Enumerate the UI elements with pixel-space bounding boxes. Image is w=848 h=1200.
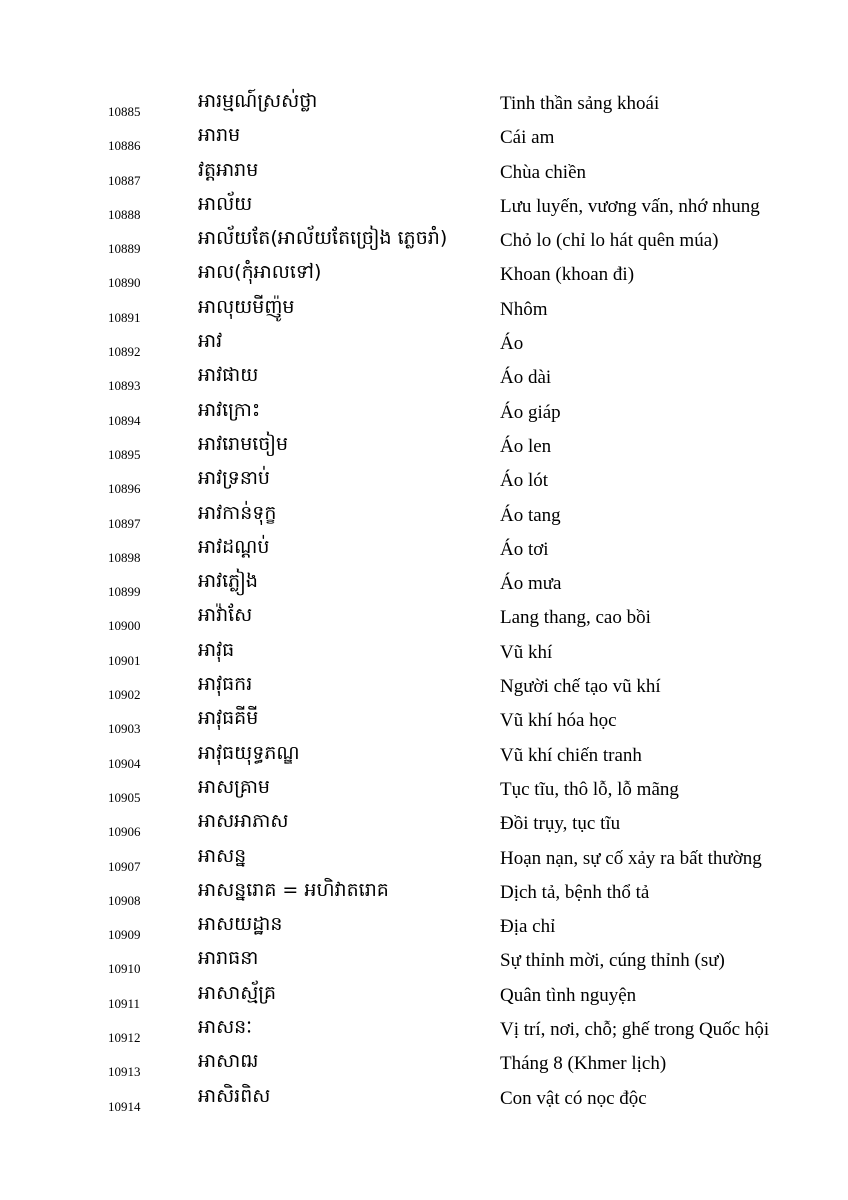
entry-row (0, 566, 848, 600)
entry-number: 10909 (108, 927, 141, 943)
dictionary-page (0, 86, 848, 1115)
khmer-term: អាវ (198, 330, 223, 353)
khmer-term: អាវរោមចៀម (198, 432, 289, 455)
entry-row (0, 909, 848, 943)
entry-number: 10904 (108, 755, 141, 771)
entry-row (0, 429, 848, 463)
entry-number: 10912 (108, 1030, 141, 1046)
entry-number: 10908 (108, 892, 141, 908)
vietnamese-translation: Dịch tả, bệnh thổ tả (500, 881, 650, 903)
vietnamese-translation: Đồi trụy, tục tĩu (500, 813, 621, 835)
khmer-term: អាសាស្ម័គ្រ (198, 981, 277, 1004)
entry-number: 10899 (108, 584, 141, 600)
entry-number: 10903 (108, 721, 141, 737)
khmer-term: អាវភ្លៀង (198, 570, 258, 593)
khmer-term: អាវដណ្តប់ (198, 535, 270, 558)
entry-row (0, 841, 848, 875)
entry-number: 10905 (108, 789, 141, 805)
vietnamese-translation: Cái am (500, 127, 555, 149)
khmer-term: អាវផាយ (198, 364, 259, 387)
entry-row (0, 703, 848, 737)
entry-row (0, 498, 848, 532)
entry-number: 10890 (108, 275, 141, 291)
entry-number: 10894 (108, 412, 141, 428)
entry-number: 10888 (108, 206, 141, 222)
entry-row (0, 738, 848, 772)
entry-number: 10900 (108, 618, 141, 634)
vietnamese-translation: Địa chỉ (500, 916, 556, 938)
khmer-term: អាល័យ (198, 192, 253, 215)
entry-number: 10896 (108, 481, 141, 497)
entry-row (0, 1081, 848, 1115)
vietnamese-translation: Áo giáp (500, 401, 561, 423)
vietnamese-translation: Vị trí, nơi, chỗ; ghế trong Quốc hội (500, 1019, 770, 1041)
entry-number: 10910 (108, 961, 141, 977)
vietnamese-translation: Áo lót (500, 470, 549, 492)
vietnamese-translation: Hoạn nạn, sự cố xảy ra bất thường (500, 847, 762, 869)
entry-number: 10898 (108, 549, 141, 565)
entry-number: 10891 (108, 309, 141, 325)
khmer-term: អាសិរពិស (198, 1084, 271, 1107)
entry-number: 10906 (108, 824, 141, 840)
vietnamese-translation: Lang thang, cao bồi (500, 607, 651, 629)
vietnamese-translation: Áo tang (500, 504, 561, 526)
khmer-term: អាវុធគីមី (198, 707, 259, 730)
entry-number: 10913 (108, 1064, 141, 1080)
entry-number: 10887 (108, 172, 141, 188)
vietnamese-translation: Nhôm (500, 298, 548, 320)
entry-number: 10911 (108, 995, 141, 1011)
entry-row (0, 669, 848, 703)
entry-row (0, 257, 848, 291)
khmer-term: អាវុធ (198, 638, 235, 661)
khmer-term: អាសនៈ (198, 1016, 253, 1039)
vietnamese-translation: Vũ khí hóa học (500, 710, 617, 732)
khmer-term: អាល(កុំអាលទៅ) (198, 261, 322, 284)
khmer-term: អាសន្នរោគ = អហិវាតរោគ (198, 878, 389, 901)
khmer-term: អាវកាន់ទុក្ខ (198, 501, 277, 524)
entry-number: 10886 (108, 138, 141, 154)
vietnamese-translation: Chùa chiền (500, 161, 587, 183)
vietnamese-translation: Con vật có nọc độc (500, 1087, 647, 1109)
vietnamese-translation: Áo tơi (500, 538, 549, 560)
khmer-term: អាវ៉ាសែ (198, 604, 253, 627)
entry-row (0, 86, 848, 120)
vietnamese-translation: Sự thỉnh mời, cúng thỉnh (sư) (500, 950, 725, 972)
vietnamese-translation: Chỏ lo (chỉ lo hát quên múa) (500, 230, 719, 252)
entry-number: 10914 (108, 1098, 141, 1114)
vietnamese-translation: Tục tĩu, thô lỗ, lỗ mãng (500, 778, 679, 800)
vietnamese-translation: Quân tình nguyện (500, 984, 637, 1006)
entry-row (0, 943, 848, 977)
khmer-term: អាល័យតែ(អាល័យតែច្រៀង ភ្លេចរាំ) (198, 227, 448, 250)
khmer-term: អារាម (198, 124, 241, 147)
vietnamese-translation: Tinh thần sảng khoái (500, 93, 660, 114)
entry-row (0, 772, 848, 806)
entry-row (0, 395, 848, 429)
khmer-term: អាសាឍ (198, 1050, 259, 1073)
entry-row (0, 223, 848, 257)
khmer-term: អាវុធយុទ្ធភណ្ឌ (198, 741, 300, 764)
khmer-term: អាវក្រោះ (198, 398, 261, 421)
entry-number: 10907 (108, 858, 141, 874)
entry-row (0, 1012, 848, 1046)
khmer-term: អាសន្ន (198, 844, 247, 867)
entry-number: 10892 (108, 344, 141, 360)
khmer-term: អាវទ្រនាប់ (198, 467, 270, 490)
khmer-term: អាសគ្រាម (198, 775, 270, 798)
entry-row (0, 120, 848, 154)
khmer-term: អារាធនា (198, 947, 259, 970)
khmer-term: អាសយដ្ឋាន (198, 913, 283, 936)
vietnamese-translation: Khoan (khoan đi) (500, 264, 635, 286)
entry-row (0, 155, 848, 189)
entry-number: 10885 (108, 104, 141, 119)
entry-row (0, 532, 848, 566)
vietnamese-translation: Vũ khí chiến tranh (500, 744, 642, 766)
entry-row (0, 635, 848, 669)
vietnamese-translation: Áo dài (500, 367, 552, 389)
entry-row (0, 978, 848, 1012)
khmer-term: អាវុធករ (198, 673, 253, 696)
vietnamese-translation: Áo len (500, 435, 552, 457)
vietnamese-translation: Áo (500, 333, 524, 355)
entry-number: 10889 (108, 241, 141, 257)
entry-row (0, 326, 848, 360)
entry-number: 10902 (108, 687, 141, 703)
entry-number: 10895 (108, 446, 141, 462)
khmer-term: អារម្មណ៍ស្រស់ថ្លា (198, 90, 318, 112)
vietnamese-translation: Vũ khí (500, 641, 553, 663)
vietnamese-translation: Áo mưa (500, 573, 562, 595)
khmer-term: អាសអាភាស (198, 810, 289, 833)
khmer-term: អាលុយមីញ៉ូម (198, 295, 295, 318)
vietnamese-translation: Người chế tạo vũ khí (500, 676, 661, 698)
vietnamese-translation: Tháng 8 (Khmer lịch) (500, 1053, 667, 1075)
entry-number: 10893 (108, 378, 141, 394)
khmer-term: វត្តអារាម (198, 158, 259, 181)
entry-row (0, 360, 848, 394)
entry-row (0, 600, 848, 634)
entry-row (0, 1046, 848, 1080)
entry-row (0, 463, 848, 497)
entry-number: 10897 (108, 515, 141, 531)
entry-row (0, 806, 848, 840)
entry-row (0, 292, 848, 326)
entry-row (0, 189, 848, 223)
vietnamese-translation: Lưu luyến, vương vấn, nhớ nhung (500, 195, 760, 217)
entry-row (0, 875, 848, 909)
entry-number: 10901 (108, 652, 141, 668)
